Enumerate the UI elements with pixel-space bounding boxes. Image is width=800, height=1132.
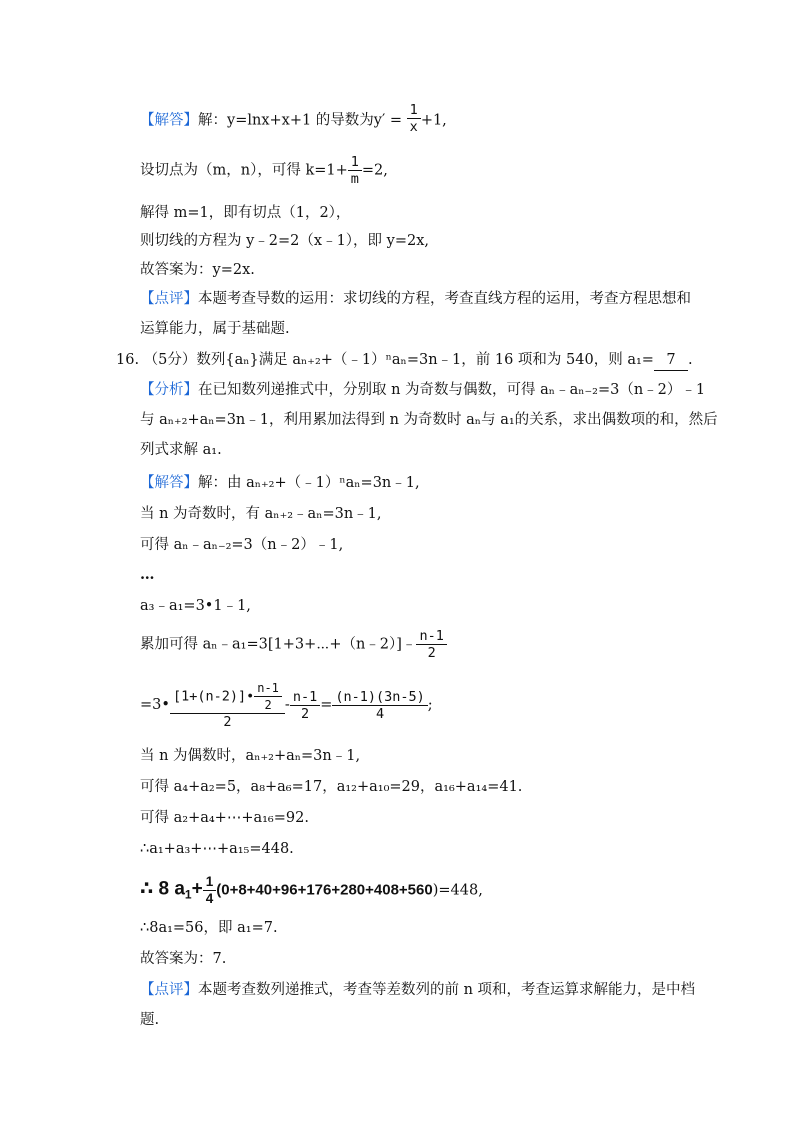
- eq-sub: 1: [184, 887, 192, 902]
- analysis-line-2: 与 aₙ₊₂+aₙ=3n﹣1，利用累加法得到 n 为奇数时 aₙ与 a₁的关系，求出偶数项的和，然后: [140, 412, 718, 428]
- eq-plus: +: [191, 878, 203, 900]
- comment-line-15a: [140, 289, 691, 309]
- final-answer-line: 故答案为：7.: [140, 951, 227, 967]
- solve-a1-line: ∴8a₁=56，即 a₁=7.: [140, 920, 278, 936]
- question-number: 16.: [116, 352, 140, 368]
- accumulate-text: 累加可得 aₙ﹣a₁=3[1+3+⋯+（n﹣2）]﹣: [140, 636, 417, 653]
- tangent-point-line: [140, 154, 388, 187]
- eq-end: )=448,: [432, 882, 483, 899]
- fraction-result: $\frac{(n-1)(3n-5)}{4}$: [332, 689, 427, 722]
- fraction-1-over-m: $\frac{1}{m}$: [348, 154, 362, 187]
- analysis-tag: 【分析】: [140, 382, 198, 398]
- comment-tag-16: 【点评】: [140, 982, 198, 998]
- answer-text-16a: 解：由 aₙ₊₂+（﹣1）ⁿaₙ=3n﹣1,: [198, 475, 420, 491]
- fraction-n-1-over-2-b: $\frac{n-1}{2}$: [290, 689, 320, 722]
- even-total-line: 可得 a₂+a₄+⋯+a₁₆=92.: [140, 810, 309, 826]
- fraction-inner: $\frac{n-1}{2}$: [254, 680, 282, 713]
- question-end: .: [687, 352, 693, 368]
- fraction-n-1-over-2: $\frac{n-1}{2}$: [416, 628, 446, 661]
- simplify-line: [140, 680, 433, 730]
- answer-line-15: 故答案为：y=2x.: [140, 262, 255, 278]
- answer-line-16c: 可得 aₙ﹣aₙ₋₂=3（n﹣2）﹣1,: [140, 537, 344, 553]
- answer-line-16b: 当 n 为奇数时，有 aₙ₊₂﹣aₙ=3n﹣1,: [140, 506, 382, 522]
- comment-tag: 【点评】: [140, 291, 198, 307]
- comment-text: 本题考查导数的运用：求切线的方程，考查直线方程的运用，考查方程思想和: [198, 291, 691, 307]
- even-sums-line: 可得 a₄+a₂=5，a₈+a₆=17，a₁₂+a₁₀=29，a₁₆+a₁₄=41.: [140, 779, 523, 795]
- ellipsis-line: …: [140, 566, 155, 583]
- answer-line-16a: [140, 473, 420, 493]
- question-text: （5分）数列{aₙ}满足 aₙ₊₂+（﹣1）ⁿaₙ=3n﹣1，前 16 项和为 540，则 a₁=: [143, 352, 654, 368]
- eq-sum: (0+8+40+96+176+280+408+560: [216, 881, 433, 899]
- answer-line-derivative: [140, 104, 447, 137]
- fraction-1-over-x: $\frac{1}{x}$: [407, 102, 421, 135]
- comment-line-15b: 运算能力，属于基础题.: [140, 321, 290, 337]
- comment-line-16a: [140, 980, 695, 1000]
- answer-line-16e: a₃﹣a₁=3•1﹣1,: [140, 598, 251, 614]
- analysis-text-1: 在已知数列递推式中，分别取 n 为奇数与偶数，可得 aₙ﹣aₙ₋₂=3（n﹣2）﹣1: [198, 382, 706, 398]
- simplify-prefix: =3•: [140, 697, 170, 713]
- tangent-equation-line: 则切线的方程为 y﹣2=2（x﹣1），即 y=2x,: [140, 233, 430, 249]
- minus-sign: -: [284, 697, 290, 713]
- answer-tail: +1,: [420, 112, 447, 129]
- analysis-line-1: [140, 380, 705, 400]
- answer-text: 解：y=lnx+x+1 的导数为y′ =: [198, 112, 403, 129]
- odd-total-line: ∴a₁+a₃+⋯+a₁₅=448.: [140, 841, 294, 857]
- analysis-line-3: 列式求解 a₁.: [140, 442, 222, 458]
- fraction-sum: [1+(n-2)]• $\frac{n-1}{2}$ 2: [170, 680, 285, 730]
- answer-blank: 7: [654, 350, 688, 371]
- equals-sign: =: [320, 697, 333, 713]
- comment-text-16: 本题考查数列递推式，考查等差数列的前 n 项和，考查运算求解能力，是中档: [198, 982, 696, 998]
- answer-tag: 【解答】: [140, 112, 198, 129]
- semicolon: ;: [427, 697, 433, 713]
- comment-line-16b: 题.: [140, 1012, 160, 1028]
- equation-line: [140, 874, 483, 907]
- fraction-1-over-4: $\frac{1}{4}$: [203, 874, 217, 907]
- accumulate-line: [140, 628, 447, 661]
- answer-tag-16: 【解答】: [140, 475, 198, 491]
- tangent-tail: =2,: [361, 162, 388, 179]
- even-case-line: 当 n 为偶数时，aₙ₊₂+aₙ=3n﹣1,: [140, 748, 361, 764]
- solve-m-line: 解得 m=1，即有切点（1，2），: [140, 205, 351, 221]
- tangent-text: 设切点为（m，n），可得 k=1+: [140, 162, 348, 179]
- question-16: [116, 350, 693, 371]
- eq-8a: ∴ 8 a: [140, 878, 185, 900]
